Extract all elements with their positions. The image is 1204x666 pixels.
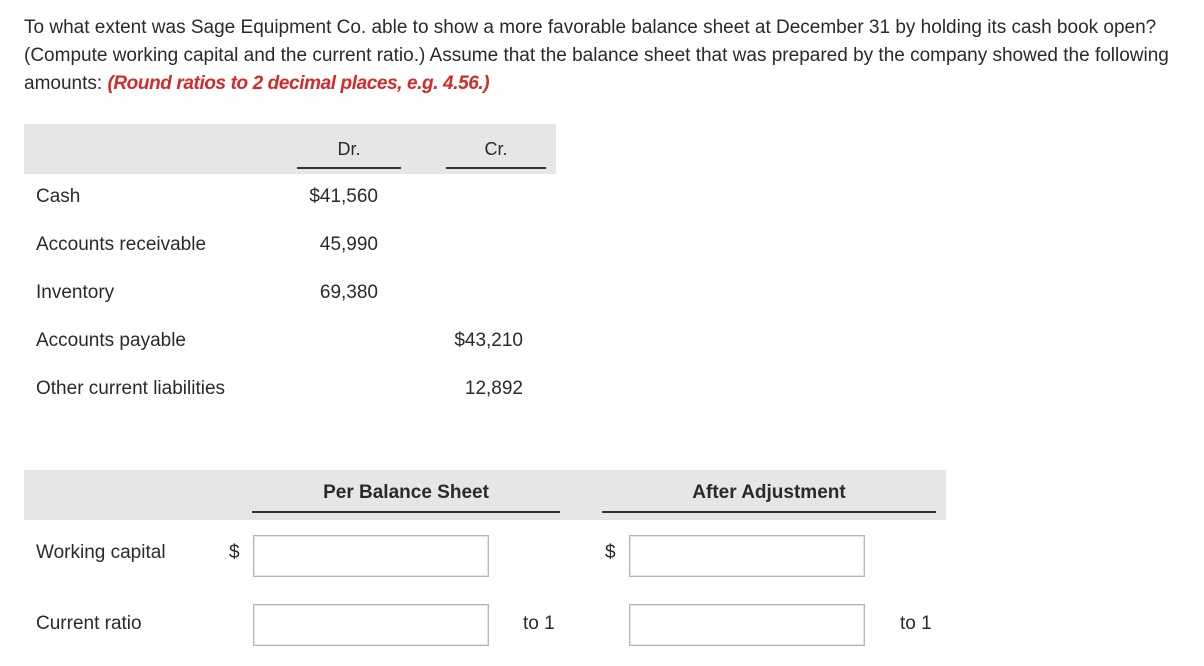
current-ratio-after-input[interactable]	[629, 604, 865, 646]
debit-column-header: Dr.	[297, 135, 401, 169]
working-capital-label: Working capital	[36, 542, 166, 563]
question-body: To what extent was Sage Equipment Co. able to show a more favorable balance sheet at December 31 by holding its cash book open? (Compute working capital and the current ratio.) Assume that the balance sheet that was prepared by the company showed the following amounts:	[24, 17, 1169, 94]
current-ratio-per-suffix: to 1	[523, 613, 555, 634]
current-ratio-per-input[interactable]	[253, 604, 489, 646]
row-label-cash: Cash	[36, 186, 81, 207]
rounding-hint: (Round ratios to 2 decimal places, e.g. 4.56.)	[107, 73, 490, 94]
working-capital-per-input[interactable]	[253, 535, 489, 577]
working-capital-after-currency: $	[605, 542, 616, 563]
accounts-payable-credit-value: $43,210	[454, 330, 523, 351]
row-label-accounts-receivable: Accounts receivable	[36, 234, 207, 255]
working-capital-per-currency: $	[229, 542, 240, 563]
cash-debit-value: $41,560	[309, 186, 378, 207]
credit-column-header: Cr.	[446, 135, 546, 169]
question-text	[24, 14, 1189, 98]
inventory-debit-value: 69,380	[319, 282, 378, 303]
row-label-accounts-payable: Accounts payable	[36, 330, 186, 351]
after-adjustment-header: After Adjustment	[602, 479, 936, 513]
row-label-inventory: Inventory	[36, 282, 115, 303]
current-ratio-after-suffix: to 1	[900, 613, 932, 634]
other-current-liabilities-credit-value: 12,892	[464, 378, 523, 399]
per-balance-sheet-header: Per Balance Sheet	[252, 479, 560, 513]
working-capital-after-input[interactable]	[629, 535, 865, 577]
row-label-other-current-liabilities: Other current liabilities	[36, 378, 226, 399]
accounts-receivable-debit-value: 45,990	[319, 234, 378, 255]
current-ratio-label: Current ratio	[36, 613, 142, 634]
